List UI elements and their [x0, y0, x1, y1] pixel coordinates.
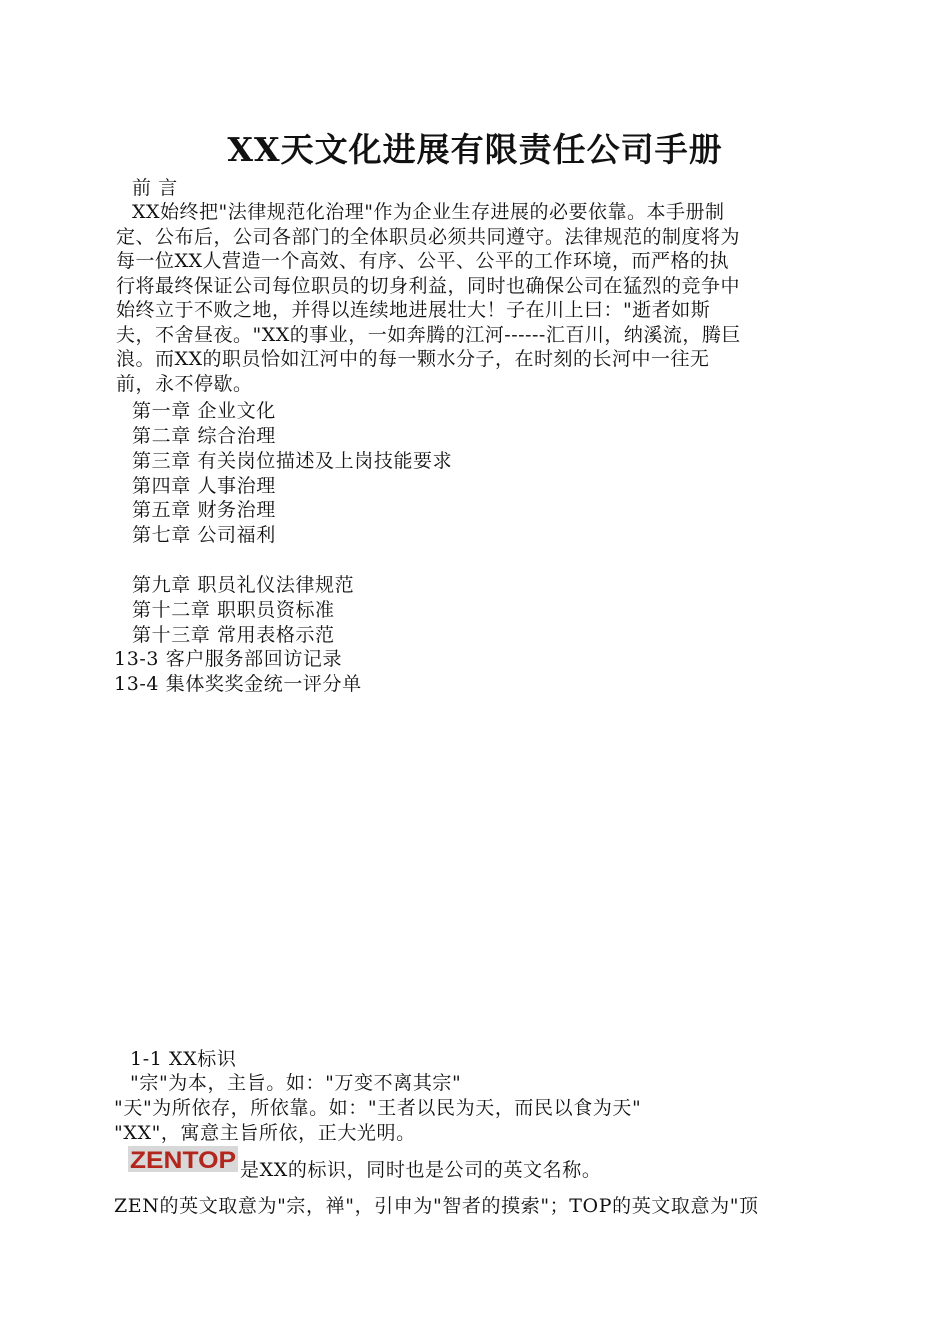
toc-chapter-3: 第三章 有关岗位描述及上岗技能要求 [132, 450, 453, 472]
toc-item-13-3: 13-3 客户服务部回访记录 [114, 648, 343, 670]
toc-chapter-9: 第九章 职员礼仪法律规范 [132, 574, 355, 596]
section-line-3: "XX"，寓意主旨所依，正大光明。 [114, 1122, 416, 1144]
logo-caption: 是XX的标识，同时也是公司的英文名称。 [240, 1159, 602, 1181]
preface-line: XX始终把"法律规范化治理"作为企业生存进展的必要依靠。本手册制 [132, 201, 725, 223]
section-line-1: "宗"为本，主旨。如："万变不离其宗" [130, 1072, 462, 1094]
toc-item-13-4: 13-4 集体奖奖金统一评分单 [114, 673, 362, 695]
preface-line: 定、公布后，公司各部门的全体职员必须共同遵守。法律规范的制度将为 [116, 225, 741, 248]
toc-chapter-13: 第十三章 常用表格示范 [132, 624, 335, 646]
zentop-logo [128, 1146, 238, 1172]
preface-line: 夫，不舍昼夜。"XX的事业，一如奔腾的江河------汇百川，纳溪流，腾巨 [116, 323, 741, 346]
toc-chapter-4: 第四章 人事治理 [132, 475, 276, 497]
preface-line: 前，永不停歇。 [116, 372, 253, 395]
section-heading: 1-1 XX标识 [130, 1048, 237, 1070]
toc-chapter-2: 第二章 综合治理 [132, 425, 276, 447]
page-title: XX天文化进展有限责任公司手册 [227, 130, 723, 169]
toc-chapter-5: 第五章 财务治理 [132, 499, 276, 521]
preface-heading: 前 言 [132, 177, 178, 199]
toc-chapter-1: 第一章 企业文化 [132, 400, 276, 422]
toc-chapter-7: 第七章 公司福利 [132, 524, 276, 546]
preface-line: 每一位XX人营造一个高效、有序、公平、公平的工作环境，而严格的执 [116, 250, 730, 272]
toc-chapter-12: 第十二章 职职员资标准 [132, 599, 335, 621]
preface-line: 浪。而XX的职员恰如江河中的每一颗水分子，在时刻的长河中一往无 [116, 348, 710, 370]
section-line-4: ZEN的英文取意为"宗，禅"，引申为"智者的摸索"；TOP的英文取意为"顶 [114, 1195, 759, 1217]
preface-line: 始终立于不败之地，并得以连续地进展壮大！子在川上曰："逝者如斯 [116, 299, 711, 321]
preface-line: 行将最终保证公司每位职员的切身利益，同时也确保公司在猛烈的竞争中 [116, 274, 741, 297]
logo-wordmark: ZENTOP [130, 1147, 236, 1172]
zentop-logo-graphic [128, 1146, 238, 1172]
section-line-2: "天"为所依存，所依靠。如："王者以民为天，而民以食为天" [114, 1097, 642, 1119]
preface-paragraph [116, 200, 741, 396]
